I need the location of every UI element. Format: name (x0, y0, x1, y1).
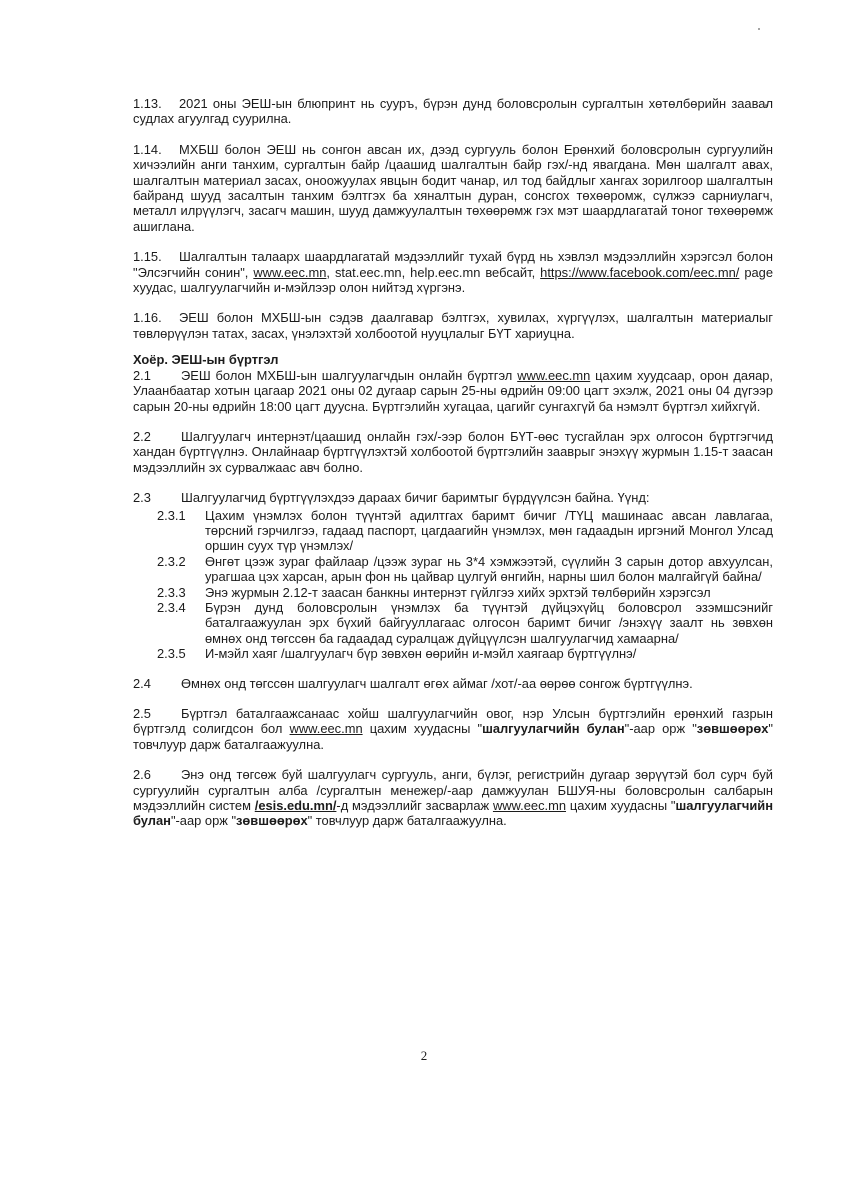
clause-number: 2.3 (133, 490, 151, 506)
list-item (157, 585, 773, 600)
eec-link[interactable]: www.eec.mn (289, 721, 363, 737)
eec-link[interactable]: www.eec.mn (492, 798, 567, 814)
paragraph-1-13 (133, 96, 773, 127)
clause-text: Шалгуулагч интернэт/цаашид онлайн гэх/-ээр болон БҮТ-өөс тусгайлан эрх олгосон бүртгэгчид хандан бүртгүүлнэ. Онлайнаар бүртгүүлэхтэй холбоотой бүртгэлийн зааврыг энэхүү журмын 1.15-т заасан мэдээллийн эх сурвалжаас авч болно. (133, 428, 773, 475)
paragraph-1-15 (133, 249, 773, 295)
scan-speck (758, 28, 760, 30)
clause-text: , stat.eec.mn, help.eec.mn вебсайт, (326, 264, 541, 280)
clause-text: ЭЕШ болон МХБШ-ын сэдэв даалгавар бэлтгэх, хувилах, хүргүүлэх, шалгалтын материалыг төвлөрүүлэн татах, засах, үнэлэхтэй холбоотой нууцлалыг БҮТ хариуцна. (133, 310, 773, 341)
clause-text: Бүртгэл баталгаажсанаас хойш шалгуулагчийн овог, нэр Улсын бүртгэлийн ерөнхий газрын бүртгэлд солигдсон бол (133, 706, 773, 737)
item-text: И-мэйл хаяг /шалгуулагч бүр зөвхөн өөрийн и-мэйл хаягаар бүртгүүлнэ/ (205, 646, 637, 662)
clause-number: 2.6 (133, 767, 151, 783)
paragraph-2-4 (133, 676, 773, 691)
facebook-link[interactable]: https://www.facebook.com/eec.mn/ (540, 264, 740, 280)
paragraph-2-5 (133, 706, 773, 752)
section-heading: Хоёр. ЭЕШ-ын бүртгэл (133, 352, 279, 368)
clause-text: page хуудас, шалгуулагчийн и-мэйлээр олон нийтэд хүргэнэ. (133, 264, 774, 296)
clause-number: 2.4 (133, 675, 151, 691)
eec-link[interactable]: www.eec.mn (253, 264, 327, 280)
clause-text: "-аар орж " (624, 721, 697, 737)
paragraph-2-3 (133, 490, 773, 505)
clause-text: МХБШ болон ЭЕШ нь сонгон авсан их, дээд сургууль болон Ерөнхий боловсролын сургуулийн хичээлийн анги танхим, сургалтын байр /цаашид шалгалтын байр гэх/-нд явагдана. Мөн шалгалт авах, шалгалтын материал засах, оноожуулах явцын бодит чанар, ил тод байдлыг хангах зорилгоор шалгалтын байранд шууд засалтын танхим бэлтгэх ба хяналтын дуран, сонсгох төхөөромж, сүлжээ сарниулагч, металл илрүүлэгч, засагч машин, шууд дамжуулалтын төхөөрөмж гэх мэт шаардлагатай тоног төхөөрөмж ашиглана. (133, 141, 773, 234)
clause-text: цахим хуудсаар, орон даяар, Улаанбаатар хотын цагаар 2021 оны 02 дугаар сарын 25-ны өдрийн 09:00 цагт эхэлж, 2021 оны 04 дүгээр сарын 20-ны өдрийн 18:00 цагт дуусна. Бүртгэлийн хугацаа, цагийг сунгахгүй ба нэмэлт бүртгэл хийхгүй. (133, 367, 773, 414)
paragraph-2-1 (133, 368, 773, 414)
document-list (133, 508, 773, 662)
clause-number: 2.1 (133, 367, 151, 383)
paragraph-1-14 (133, 142, 773, 234)
item-number: 2.3.1 (157, 507, 186, 523)
clause-text: -д мэдээллийг засварлаж (336, 798, 493, 814)
clause-text: цахим хуудасны " (362, 721, 483, 737)
clause-number: 1.15. (133, 249, 162, 265)
item-number: 2.3.3 (157, 584, 186, 600)
bold-term: зөвшөөрөх (696, 721, 769, 737)
item-number: 2.3.5 (157, 646, 186, 662)
clause-number: 2.2 (133, 428, 151, 444)
list-item (157, 646, 773, 661)
clause-text: " товчлуур дарж баталгаажуулна. (307, 813, 507, 829)
clause-text: " товчлуур дарж баталгаажуулна. (133, 721, 773, 752)
document-body (133, 96, 773, 844)
item-text: Өнгөт цээж зураг файлаар /цээж зураг нь 3*4 хэмжээтэй, сүүлийн 3 сарын дотор авхуулсан, урагшаа цэх харсан, арын фон нь цайвар цулгуй өнгийн, нарны шил болон малгайгүй байна/ (205, 553, 773, 585)
clause-text: ЭЕШ болон МХБШ-ын шалгуулагчдын онлайн бүртгэл (181, 367, 518, 383)
item-number: 2.3.4 (157, 599, 186, 615)
item-number: 2.3.2 (157, 553, 186, 569)
esis-link[interactable]: /esis.edu.mn/ (254, 798, 337, 814)
list-item (157, 554, 773, 585)
clause-number: 1.16. (133, 310, 162, 326)
paragraph-2-6 (133, 767, 773, 829)
bold-term: шалгуулагчийн булан (133, 798, 773, 829)
clause-text: цахим хуудасны " (566, 798, 676, 814)
item-text: Цахим үнэмлэх болон түүнтэй адилтгах баримт бичиг /ТҮЦ машинаас авсан лавлагаа, төрсний гэрчилгээ, гадаад паспорт, цагдаагийн үнэмлэх, мөн гадаадын иргэний Монгол Улсад оршин суух түр үнэмлэх/ (205, 507, 773, 554)
clause-text: "-аар орж " (170, 813, 237, 829)
paragraph-2-2 (133, 429, 773, 475)
clause-text: Шалгалтын талаарх шаардлагатай мэдээллийг тухай бүрд нь хэвлэл мэдээллийн хэрэгсэл болон "Элсэгчийн сонин", (133, 249, 773, 280)
eec-link[interactable]: www.eec.mn (517, 367, 591, 383)
bold-term: зөвшөөрөх (236, 813, 308, 829)
list-item (157, 600, 773, 646)
clause-text: Шалгуулагчид бүртгүүлэхдээ дараах бичиг баримтыг бүрдүүлсэн байна. Үүнд: (181, 490, 650, 506)
item-text: Энэ журмын 2.12-т заасан банкны интернэт гүйлгээ хийх эрхтэй төлбөрийн хэрэгсэл (205, 584, 711, 600)
clause-number: 1.14. (133, 141, 162, 157)
clause-text: Энэ онд төгсөж буй шалгуулагч сургууль, анги, бүлэг, регистрийн дугаар зөрүүтэй бол сурч буй сургуулийн сургалтын алба /сургалтын менежер/-аар дамжуулан БШУЯ-ны боловсролын салбарын мэдээллийн систем (133, 767, 773, 814)
clause-number: 2.5 (133, 706, 151, 721)
item-text: Бүрэн дунд боловсролын үнэмлэх ба түүнтэй дүйцэхүйц боловсрол эзэмшсэнийг баталгаажуулан эрх бүхий байгууллагаас олгосон баримт бичиг /энэхүү заалт нь зөвхөн өмнөх онд төгссөн ба гадаадад суралцаж дүйцүүлсэн шалгуулагчид хамаарна/ (205, 599, 773, 646)
paragraph-1-16 (133, 310, 773, 341)
clause-number: 1.13. (133, 96, 162, 111)
page-number: 2 (420, 1048, 428, 1063)
clause-text: Өмнөх онд төгссөн шалгуулагч шалгалт өгөх аймаг /хот/-аа өөрөө сонгож бүртгүүлнэ. (181, 675, 693, 691)
list-item (157, 508, 773, 554)
clause-text: 2021 оны ЭЕШ-ын блюпринт нь сууръ, бүрэн дунд боловсролын сургалтын хөтөлбөрийн заавал судлах агуулгад суурилна. (133, 96, 773, 127)
bold-term: шалгуулагчийн булан (482, 721, 625, 737)
